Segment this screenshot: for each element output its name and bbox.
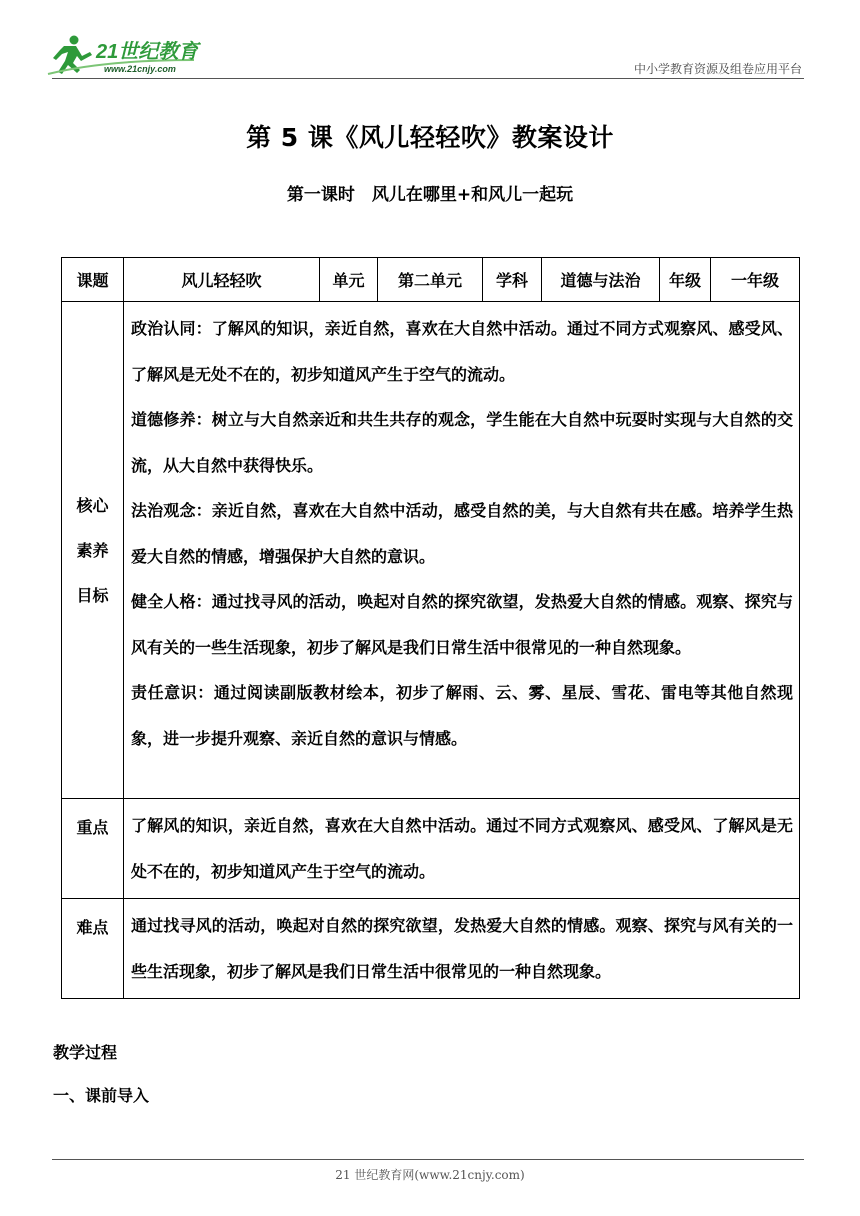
logo-text: 21世纪教育	[96, 41, 199, 63]
grade-value: 一年级	[711, 258, 800, 302]
logo-url: www.21cnjy.com	[104, 64, 176, 74]
core-label-line: 目标	[76, 585, 109, 605]
difficult-point-text: 通过找寻风的活动，唤起对自然的探究欲望，发热爱大自然的情感。观察、探究与风有关的一些生活现象，初步了解风是我们日常生活中很常见的一种自然现象。	[124, 899, 800, 999]
section-heading-process: 教学过程	[53, 1043, 118, 1062]
header-tagline: 中小学教育资源及组卷应用平台	[633, 62, 802, 76]
unit-value: 第二单元	[378, 258, 483, 302]
core-goals-content: 政治认同：了解风的知识，亲近自然，喜欢在大自然中活动。通过不同方式观察风、感受风、了解风是无处不在的，初步知道风产生于空气的流动。 道德修养：树立与大自然亲近和共生共存的观念，学生能在大自然中玩耍时实现与大自然的交流，从大自然中获得快乐。 法治观念：亲近自然，喜欢在大自然中活动，感受自然的美，与大自然有共在感。培养学生热爱大自然的情感，增强保护大自然的意识。 健全人格：通过找寻风的活动，唤起对自然的探究欲望，发热爱大自然的情感。观察、探究与风有关的一些生活现象，初步了解风是我们日常生活中很常见的一种自然现象。 责任意识：通过阅读副版教材绘本，初步了解雨、云、雾、星辰、雪花、雷电等其他自然现象，进一步提升观察、亲近自然的意识与情感。	[131, 319, 793, 748]
core-label-line: 核心	[76, 495, 109, 515]
topic-value: 风儿轻轻吹	[124, 258, 320, 302]
core-label-line: 素养	[76, 540, 109, 560]
unit-label: 单元	[320, 258, 378, 302]
lesson-plan-table	[61, 257, 800, 999]
grade-label: 年级	[660, 258, 711, 302]
topic-label: 课题	[62, 258, 124, 302]
page-title: 第 5 课《风儿轻轻吹》教案设计	[246, 123, 614, 152]
21cnjy-logo	[44, 30, 214, 80]
key-point-row	[62, 799, 800, 899]
core-goals-label	[62, 302, 124, 799]
subject-label: 学科	[483, 258, 542, 302]
core-goals-text	[124, 302, 800, 799]
key-point-text: 了解风的知识，亲近自然，喜欢在大自然中活动。通过不同方式观察风、感受风、了解风是无处不在的，初步知道风产生于空气的流动。	[124, 799, 800, 899]
subject-value: 道德与法治	[542, 258, 660, 302]
section-heading-intro: 一、课前导入	[53, 1086, 150, 1105]
core-goals-row	[62, 302, 800, 799]
table-header-row	[62, 258, 800, 302]
difficult-point-label: 难点	[62, 899, 124, 999]
page-subtitle: 第一课时 风儿在哪里+和风儿一起玩	[286, 185, 574, 205]
footer-text: 21 世纪教育网(www.21cnjy.com)	[335, 1168, 525, 1182]
footer-divider	[52, 1159, 804, 1160]
difficult-point-row	[62, 899, 800, 999]
key-point-label: 重点	[62, 799, 124, 899]
header-divider	[52, 78, 804, 79]
